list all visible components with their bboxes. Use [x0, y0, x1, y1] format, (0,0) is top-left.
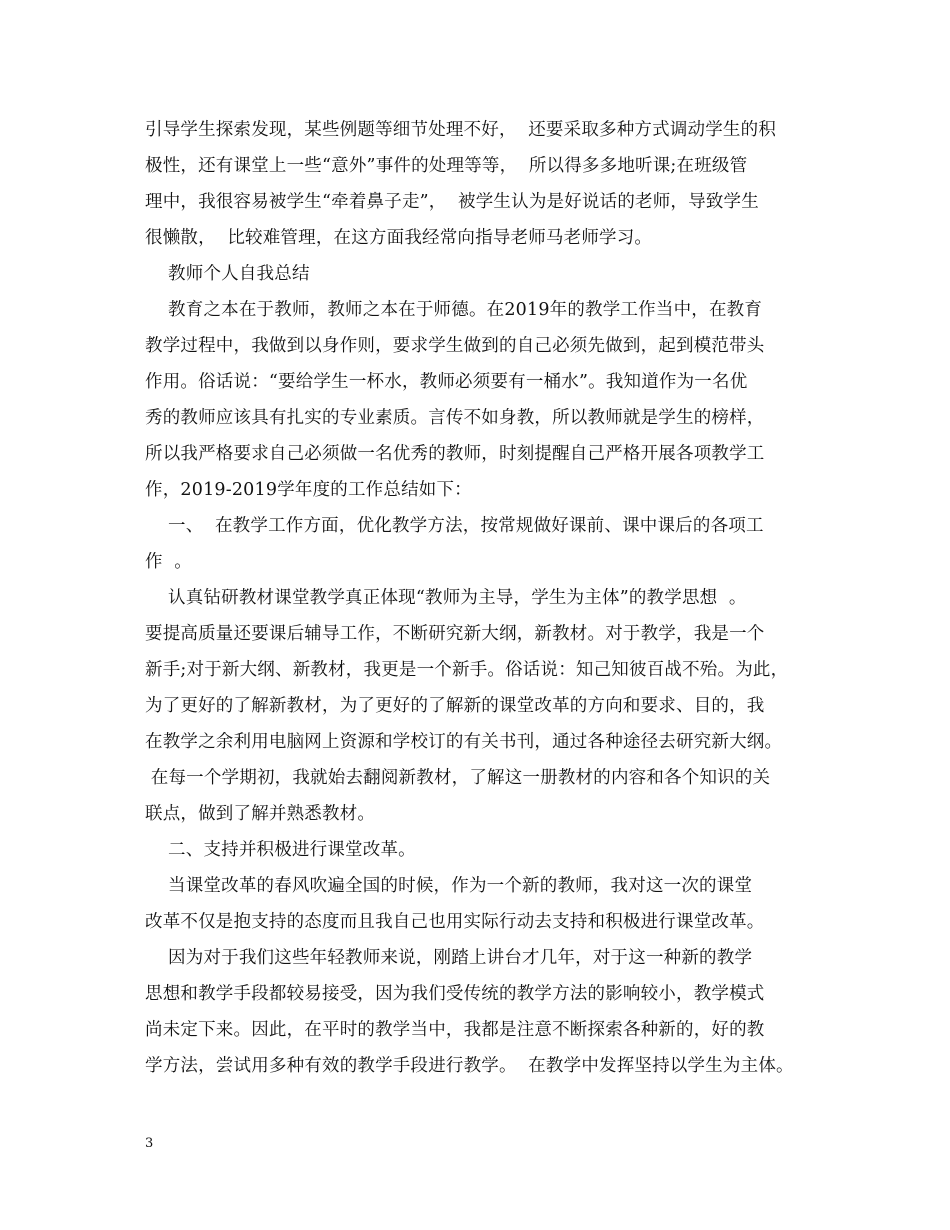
text-line: 认真钻研教材课堂教学真正体现“教师为主导，学生为主体”的教学思想 。: [145, 588, 747, 608]
text-line: 学方法，尝试用多种有效的教学手段进行教学。 在教学中发挥坚持以学生为主体。: [145, 1056, 794, 1076]
text-line: 秀的教师应该具有扎实的专业素质。言传不如身教，所以教师就是学生的榜样，: [145, 408, 765, 428]
text-line: 在每一个学期初，我就始去翻阅新教材，了解这一册教材的内容和各个知识的关: [145, 768, 771, 788]
text-line: 联点，做到了解并熟悉教材。: [145, 804, 376, 824]
text-line: 作用。俗话说：“要给学生一杯水，教师必须要有一桶水”。我知道作为一名优: [145, 372, 748, 392]
text-line: 要提高质量还要课后辅导工作，不断研究新大纲，新教材。对于教学，我是一个: [145, 624, 765, 644]
section-heading: 教师个人自我总结: [145, 264, 310, 284]
page-number: 3: [145, 1136, 154, 1151]
text-line: 思想和教学手段都较易接受，因为我们受传统的教学方法的影响较小，教学模式: [145, 984, 765, 1004]
text-line: 很懒散， 比较难管理，在这方面我经常向指导老师马老师学习。: [145, 228, 653, 248]
text-line: 教育之本在于教师，教师之本在于师德。在2019年的教学工作当中，在教育: [145, 300, 763, 320]
text-line: 为了更好的了解新教材，为了更好的了解新的课堂改革的方向和要求、目的，我: [145, 696, 765, 716]
text-line: 所以我严格要求自己必须做一名优秀的教师，时刻提醒自己严格开展各项教学工: [145, 444, 765, 464]
text-line: 在教学之余利用电脑网上资源和学校订的有关书刊，通过各种途径去研究新大纲。: [145, 732, 783, 752]
text-line: 改革不仅是抱支持的态度而且我自己也用实际行动去支持和积极进行课堂改革。: [145, 912, 765, 932]
text-line: 作，2019-2019学年度的工作总结如下：: [145, 480, 472, 500]
section-heading: 二、支持并积极进行课堂改革。: [145, 840, 416, 860]
text-line: 极性，还有课堂上一些“意外”事件的处理等等， 所以得多多地听课;在班级管: [145, 156, 748, 176]
text-line: 一、 在教学工作方面，优化教学方法，按常规做好课前、课中课后的各项工: [145, 516, 764, 536]
text-line: 作 。: [145, 552, 192, 572]
text-line: 理中，我很容易被学生“牵着鼻子走”， 被学生认为是好说话的老师，导致学生: [145, 192, 759, 212]
text-line: 引导学生探索发现，某些例题等细节处理不好， 还要采取多种方式调动学生的积: [145, 120, 777, 140]
text-line: 因为对于我们这些年轻教师来说，刚踏上讲台才几年，对于这一种新的教学: [145, 948, 753, 968]
text-line: 当课堂改革的春风吹遍全国的时候，作为一个新的教师，我对这一次的课堂: [145, 876, 753, 896]
text-line: 尚未定下来。因此，在平时的教学当中，我都是注意不断探索各种新的，好的教: [145, 1020, 765, 1040]
text-line: 新手;对于新大纲、新教材，我更是一个新手。俗话说：知己知彼百战不殆。为此，: [145, 660, 789, 680]
text-line: 教学过程中，我做到以身作则，要求学生做到的自己必须先做到，起到模范带头: [145, 336, 765, 356]
